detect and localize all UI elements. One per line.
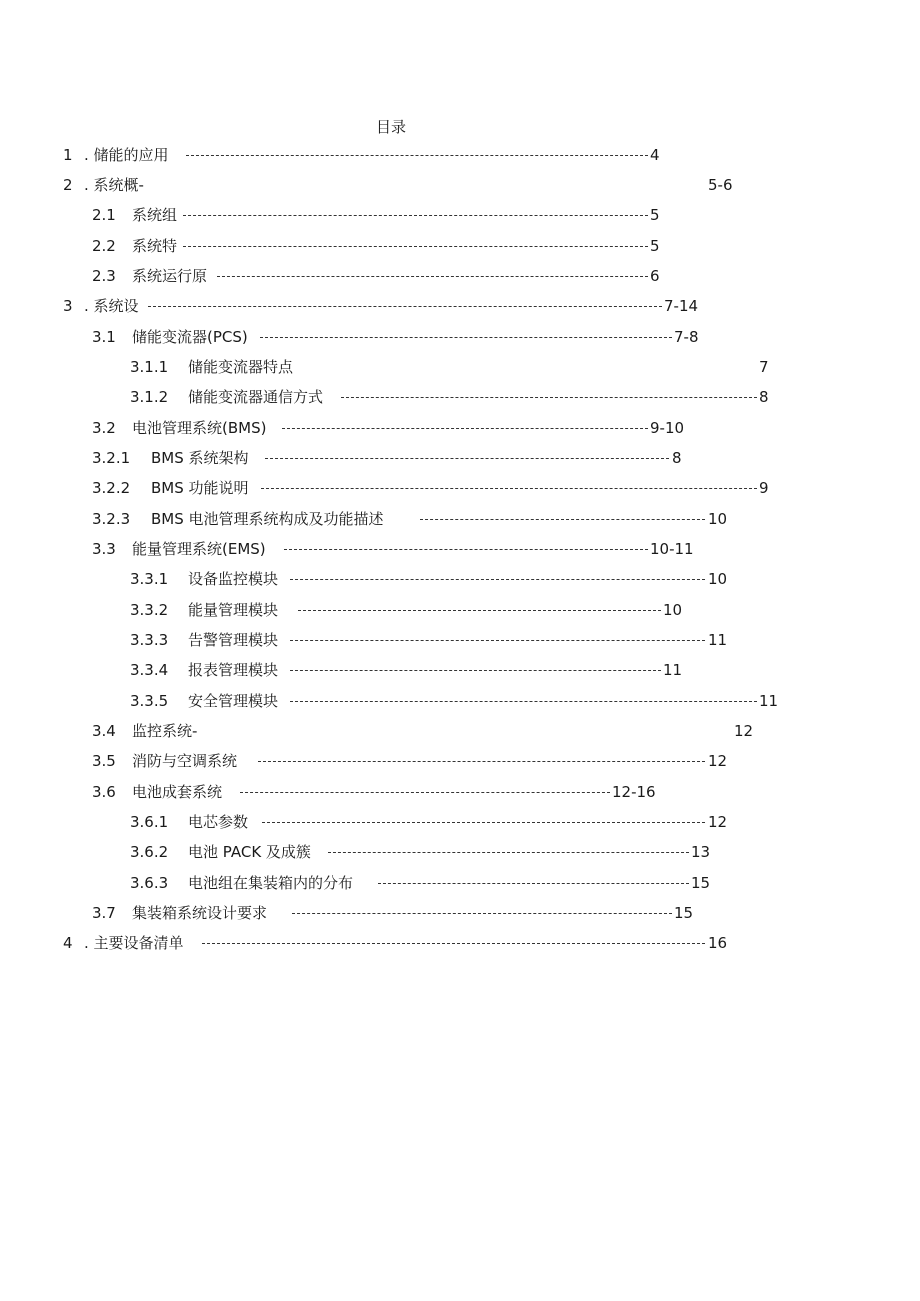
- toc-entry-page: 10: [663, 601, 683, 619]
- toc-entry-3-1-2[interactable]: [0, 386, 920, 408]
- toc-entry-3-3-2[interactable]: [0, 599, 920, 621]
- toc-entry-page: 11: [663, 661, 683, 679]
- toc-entry-number: 3.2.3: [92, 510, 131, 528]
- toc-entry-number: 3.3.1: [130, 570, 169, 588]
- toc-leader-dots: [202, 943, 705, 944]
- toc-entry-page: 10-11: [650, 540, 694, 558]
- toc-entry-number: 3.3: [92, 540, 116, 558]
- toc-entry-page: 10: [708, 510, 728, 528]
- toc-entry-text: 监控系统-: [132, 722, 198, 740]
- toc-entry-text: BMS 功能说明: [151, 479, 249, 497]
- toc-leader-dots: [298, 610, 661, 611]
- toc-entry-page: 7-8: [674, 328, 699, 346]
- toc-leader-dots: [290, 670, 661, 671]
- toc-leader-dots: [261, 488, 757, 489]
- toc-entry-page: 8: [672, 449, 682, 467]
- toc-entry-page: 5: [650, 206, 660, 224]
- toc-entry-number: 3.6.3: [130, 874, 169, 892]
- toc-entry-text: 电芯参数: [188, 813, 249, 831]
- toc-entry-3-4[interactable]: [0, 720, 920, 742]
- toc-entry-number: 3.1.1: [130, 358, 169, 376]
- toc-entry-text: 电池 PACK 及成簇: [188, 843, 311, 861]
- toc-entry-number: 3.3.3: [130, 631, 169, 649]
- toc-entry-text: BMS 系统架构: [151, 449, 249, 467]
- toc-entry-page: 5-6: [708, 176, 733, 194]
- toc-entry-text: . 储能的应用: [84, 146, 169, 164]
- toc-entry-number: 3.3.5: [130, 692, 169, 710]
- toc-leader-dots: [290, 579, 705, 580]
- toc-entry-page: 6: [650, 267, 660, 285]
- toc-entry-text: 电池管理系统(BMS): [132, 419, 267, 437]
- toc-leader-dots: [292, 913, 672, 914]
- toc-entry-text: 设备监控模块: [188, 570, 279, 588]
- toc-entry-3-2-1[interactable]: [0, 447, 920, 469]
- toc-entry-number: 3.2.2: [92, 479, 131, 497]
- toc-leader-dots: [260, 337, 672, 338]
- toc-entry-text: 电池成套系统: [132, 783, 223, 801]
- toc-entry-3-2-3[interactable]: [0, 508, 920, 530]
- toc-entry-number: 3.6.2: [130, 843, 169, 861]
- toc-entry-2-3[interactable]: [0, 265, 920, 287]
- toc-entry-page: 9: [759, 479, 769, 497]
- toc-entry-page: 13: [691, 843, 711, 861]
- toc-entry-text: 储能变流器特点: [188, 358, 294, 376]
- toc-leader-dots: [341, 397, 757, 398]
- toc-leader-dots: [258, 761, 705, 762]
- toc-entry-3-3-4[interactable]: [0, 659, 920, 681]
- toc-entry-text: 安全管理模块: [188, 692, 279, 710]
- toc-entry-number: 3.6.1: [130, 813, 169, 831]
- toc-entry-page: 9-10: [650, 419, 685, 437]
- toc-entry-page: 12: [734, 722, 754, 740]
- toc-entry-text: 报表管理模块: [188, 661, 279, 679]
- toc-entry-page: 7: [759, 358, 769, 376]
- toc-entry-page: 12-16: [612, 783, 656, 801]
- toc-entry-text: 能量管理系统(EMS): [132, 540, 266, 558]
- toc-entry-page: 5: [650, 237, 660, 255]
- toc-leader-dots: [282, 428, 648, 429]
- toc-entry-page: 4: [650, 146, 660, 164]
- toc-entry-page: 16: [708, 934, 728, 952]
- toc-leader-dots: [265, 458, 669, 459]
- toc-title: 目录: [376, 118, 407, 136]
- toc-leader-dots: [328, 852, 689, 853]
- toc-entry-number: 2.2: [92, 237, 116, 255]
- toc-entry-text: 系统特: [132, 237, 178, 255]
- toc-entry-number: 3.5: [92, 752, 116, 770]
- toc-entry-3-3-3[interactable]: [0, 629, 920, 651]
- toc-entry-2-2[interactable]: [0, 235, 920, 257]
- toc-entry-number: 3.7: [92, 904, 116, 922]
- toc-entry-3-6[interactable]: [0, 781, 920, 803]
- toc-entry-number: 3.6: [92, 783, 116, 801]
- toc-entry-2-1[interactable]: [0, 204, 920, 226]
- toc-entry-number: 2.1: [92, 206, 116, 224]
- toc-entry-text: 消防与空调系统: [132, 752, 238, 770]
- toc-entry-3-2[interactable]: [0, 417, 920, 439]
- toc-leader-dots: [290, 701, 757, 702]
- toc-entry-page: 15: [691, 874, 711, 892]
- toc-entry-number: 3.3.4: [130, 661, 169, 679]
- toc-entry-3-3[interactable]: [0, 538, 920, 560]
- toc-entry-number: 3.2.1: [92, 449, 131, 467]
- toc-entry-number: 3.2: [92, 419, 116, 437]
- toc-entry-3-7[interactable]: [0, 902, 920, 924]
- toc-leader-dots: [148, 306, 662, 307]
- toc-leader-dots: [420, 519, 705, 520]
- toc-entry-3-6-2[interactable]: [0, 841, 920, 863]
- toc-leader-dots: [262, 822, 705, 823]
- toc-entry-3[interactable]: [0, 295, 920, 317]
- toc-entry-text: 能量管理模块: [188, 601, 279, 619]
- toc-leader-dots: [290, 640, 705, 641]
- toc-entry-3-6-1[interactable]: [0, 811, 920, 833]
- toc-entry-text: . 系统设: [84, 297, 139, 315]
- toc-entry-number: 2: [63, 176, 73, 194]
- toc-entry-number: 3.3.2: [130, 601, 169, 619]
- toc-entry-text: 储能变流器通信方式: [188, 388, 324, 406]
- toc-entry-text: 系统组: [132, 206, 178, 224]
- toc-leader-dots: [217, 276, 648, 277]
- toc-entry-page: 12: [708, 813, 728, 831]
- toc-leader-dots: [378, 883, 689, 884]
- toc-entry-3-2-2[interactable]: [0, 477, 920, 499]
- toc-entry-text: 电池组在集装箱内的分布: [188, 874, 354, 892]
- toc-entry-page: 15: [674, 904, 694, 922]
- toc-leader-dots: [284, 549, 648, 550]
- toc-entry-1[interactable]: [0, 144, 920, 166]
- toc-entry-number: 4: [63, 934, 73, 952]
- toc-entry-4[interactable]: [0, 932, 920, 954]
- toc-entry-number: 3.4: [92, 722, 116, 740]
- toc-entry-text: BMS 电池管理系统构成及功能描述: [151, 510, 384, 528]
- toc-entry-text: . 主要设备清单: [84, 934, 184, 952]
- toc-leader-dots: [186, 155, 648, 156]
- toc-entry-page: 11: [759, 692, 779, 710]
- toc-entry-3-1-1[interactable]: [0, 356, 920, 378]
- toc-entry-page: 10: [708, 570, 728, 588]
- toc-entry-3-6-3[interactable]: [0, 872, 920, 894]
- toc-entry-text: 系统运行原: [132, 267, 208, 285]
- toc-entry-page: 12: [708, 752, 728, 770]
- toc-entry-page: 11: [708, 631, 728, 649]
- toc-entry-text: 告警管理模块: [188, 631, 279, 649]
- toc-entry-number: 3.1: [92, 328, 116, 346]
- toc-entry-text: 集装箱系统设计要求: [132, 904, 268, 922]
- toc-entry-number: 3.1.2: [130, 388, 169, 406]
- toc-leader-dots: [183, 215, 648, 216]
- toc-leader-dots: [183, 246, 648, 247]
- toc-entry-3-3-1[interactable]: [0, 568, 920, 590]
- toc-entry-text: 储能变流器(PCS): [132, 328, 248, 346]
- toc-entry-page: 7-14: [664, 297, 699, 315]
- toc-entry-page: 8: [759, 388, 769, 406]
- toc-entry-number: 3: [63, 297, 73, 315]
- toc-entry-number: 2.3: [92, 267, 116, 285]
- toc-entry-2[interactable]: [0, 174, 920, 196]
- toc-leader-dots: [240, 792, 610, 793]
- toc-entry-3-5[interactable]: [0, 750, 920, 772]
- toc-entry-3-1[interactable]: [0, 326, 920, 348]
- toc-entry-text: . 系统概-: [84, 176, 144, 194]
- toc-entry-number: 1: [63, 146, 73, 164]
- toc-entry-3-3-5[interactable]: [0, 690, 920, 712]
